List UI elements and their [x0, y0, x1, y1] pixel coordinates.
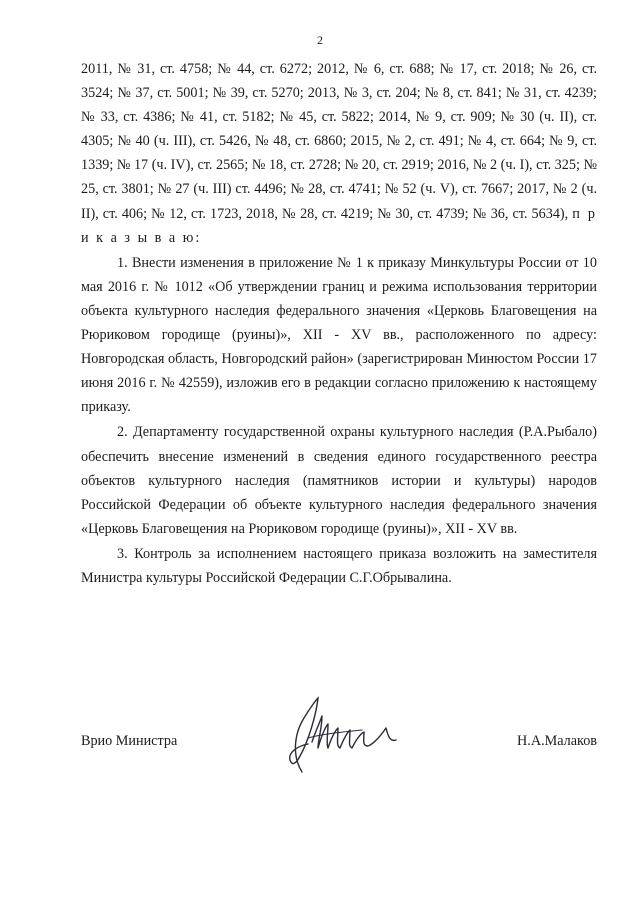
order-item-2: 2. Департаменту государственной охраны культурного наследия (Р.А.Рыбало) обеспечить внесение изменений в сведения единого государственного реестра объектов культурного наследия (памятников истории и культуры) народов Российской Федерации об объекте культурного наследия федерального значения «Церковь Благовещения на Рюриковом городище (руины)», XII - XV вв.	[81, 424, 597, 537]
document-body	[81, 57, 597, 590]
signatory-name: Н.А.Малаков	[517, 733, 597, 749]
order-item-1: 1. Внести изменения в приложение № 1 к приказу Минкультуры России от 10 мая 2016 г. № 1012 «Об утверждении границ и режима использования территории объекта культурного наследия федерального значения «Церковь Благовещения на Рюриковом городище (руины)», XII - XV вв., расположенного по адресу: Новгородская область, Новгородский район» (зарегистрирован Минюстом России 17 июня 2016 г. № 42559), изложив его в редакции согласно приложению к настоящему приказу.	[81, 254, 597, 416]
handwritten-signature	[272, 694, 412, 774]
signatory-title: Врио Министра	[81, 733, 178, 749]
order-item-3: 3. Контроль за исполнением настоящего приказа возложить на заместителя Министра культуры Российской Федерации С.Г.Обрывалина.	[81, 545, 597, 586]
order-word: п р и к а з ы в а ю:	[81, 205, 597, 246]
page-number: 2	[317, 33, 323, 47]
intro-paragraph	[81, 57, 597, 250]
legal-references: 2011, № 31, ст. 4758; № 44, ст. 6272; 2012, № 6, ст. 688; № 17, ст. 2018; № 26, ст. 3524; № 37, ст. 5001; № 39, ст. 5270; 2013, № 3, ст. 204; № 8, ст. 841; № 31, ст. 4239; № 33, ст. 4386; № 41, ст. 5182; № 45, ст. 5822; 2014, № 9, ст. 909; № 30 (ч. II), ст. 4305; № 40 (ч. III), ст. 5426, № 48, ст. 6860; 2015, № 2, ст. 491; № 4, ст. 664; № 9, ст. 1339; № 17 (ч. IV), ст. 2565; № 18, ст. 2728; № 20, ст. 2919; 2016, № 2 (ч. I), ст. 325; № 25, ст. 3801; № 27 (ч. III) ст. 4496; № 28, ст. 4741; № 52 (ч. V), ст. 7667; 2017, № 2 (ч. II), ст. 406; № 12, ст. 1723, 2018, № 28, ст. 4219; № 30, ст. 4739; № 36, ст. 5634),	[81, 61, 597, 222]
